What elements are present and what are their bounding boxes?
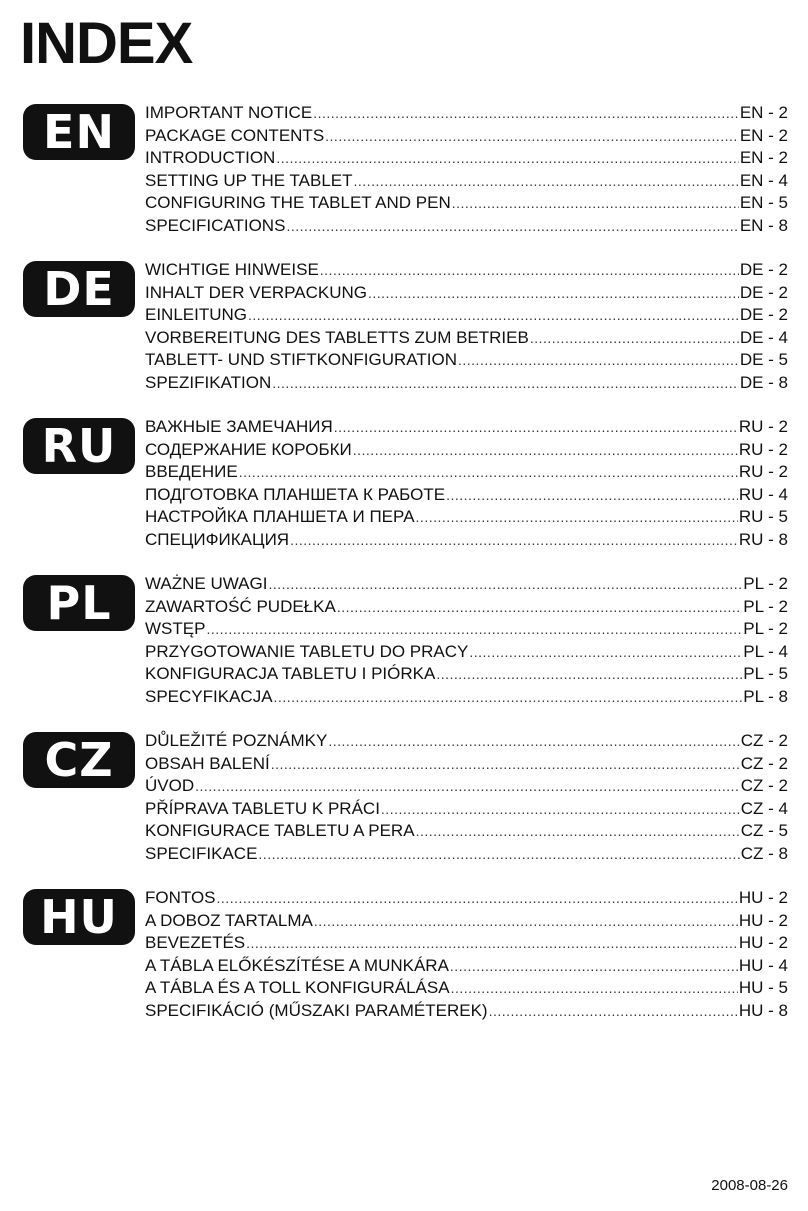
toc-list (145, 259, 788, 395)
dot-leader (274, 686, 743, 709)
toc-entry-page: EN - 2 (739, 125, 788, 145)
dot-leader (489, 1000, 738, 1023)
toc-entry[interactable] (145, 506, 788, 529)
toc-entry-label: EINLEITUNG (145, 305, 248, 325)
dot-leader (452, 192, 739, 215)
language-badge: RU (23, 418, 135, 474)
dot-leader (446, 484, 738, 507)
toc-entry-label: WAŻNE UWAGI (145, 574, 268, 593)
toc-entry-page: DE - 2 (739, 282, 788, 302)
toc-entry-label: СПЕЦИФИКАЦИЯ (145, 529, 290, 549)
toc-entry-page: PL - 2 (743, 574, 788, 593)
toc-entry-page: RU - 5 (738, 507, 788, 527)
dot-leader (239, 461, 738, 484)
toc-entry-page: CZ - 5 (740, 821, 788, 841)
toc-entry[interactable] (145, 573, 788, 596)
toc-entry-label: TABLETT- UND STIFTKONFIGURATION (145, 350, 457, 370)
dot-leader (313, 102, 739, 125)
toc-entry-page: EN - 2 (739, 103, 788, 122)
toc-entry[interactable] (145, 843, 788, 866)
dot-leader (416, 820, 740, 843)
toc-entry[interactable] (145, 820, 788, 843)
toc-entry-label: A TÁBLA ELŐKÉSZÍTÉSE A MUNKÁRA (145, 955, 449, 975)
dot-leader (354, 170, 739, 193)
toc-entry-page: HU - 5 (738, 978, 788, 998)
toc-entry-label: ВАЖНЫЕ ЗАМЕЧАНИЯ (145, 417, 333, 436)
toc-entry[interactable] (145, 529, 788, 552)
toc-entry[interactable] (145, 416, 788, 439)
language-badge: PL (23, 575, 135, 631)
dot-leader (353, 439, 738, 462)
toc-entry-page: HU - 8 (738, 1000, 788, 1020)
toc-entry-label: KONFIGURACJA TABLETU I PIÓRKA (145, 664, 436, 684)
toc-entry-label: SPECYFIKACJA (145, 686, 273, 706)
toc-entry[interactable] (145, 977, 788, 1000)
toc-entry-label: A DOBOZ TARTALMA (145, 910, 313, 930)
toc-entry[interactable] (145, 618, 788, 641)
dot-leader (325, 125, 739, 148)
toc-entry[interactable] (145, 1000, 788, 1023)
dot-leader (246, 932, 738, 955)
toc-entry[interactable] (145, 596, 788, 619)
toc-entry-page: DE - 8 (739, 372, 788, 392)
toc-entry-label: KONFIGURACE TABLETU A PERA (145, 821, 415, 841)
toc-entry-label: ÚVOD (145, 776, 195, 796)
toc-entry-label: SPECIFICATIONS (145, 215, 286, 235)
toc-entry[interactable] (145, 439, 788, 462)
toc-entry-page: DE - 5 (739, 350, 788, 370)
toc-list (145, 730, 788, 866)
toc-entry-page: EN - 4 (739, 170, 788, 190)
toc-entry[interactable] (145, 641, 788, 664)
toc-entry-label: WICHTIGE HINWEISE (145, 260, 319, 279)
toc-entry-label: SPEZIFIKATION (145, 372, 272, 392)
toc-entry[interactable] (145, 910, 788, 933)
toc-entry-label: A TÁBLA ÉS A TOLL KONFIGURÁLÁSA (145, 978, 450, 998)
toc-entry-label: INHALT DER VERPACKUNG (145, 282, 367, 302)
toc-entry-label: OBSAH BALENÍ (145, 753, 270, 773)
toc-entry-page: RU - 8 (738, 529, 788, 549)
toc-entry-page: CZ - 2 (740, 753, 788, 773)
dot-leader (450, 955, 738, 978)
document-date: 2008-08-26 (711, 1177, 788, 1194)
toc-entry[interactable] (145, 125, 788, 148)
dot-leader (337, 596, 742, 619)
toc-entry-label: CONFIGURING THE TABLET AND PEN (145, 193, 451, 213)
toc-list (145, 102, 788, 238)
toc-entry-page: HU - 4 (738, 955, 788, 975)
toc-entry-page: RU - 4 (738, 484, 788, 504)
toc-entry-label: ВВЕДЕНИЕ (145, 462, 238, 482)
toc-entry[interactable] (145, 798, 788, 821)
dot-leader (272, 372, 739, 395)
dot-leader (268, 573, 742, 596)
toc-entry-page: HU - 2 (738, 910, 788, 930)
dot-leader (436, 663, 742, 686)
dot-leader (286, 215, 738, 238)
dot-leader (368, 282, 739, 305)
toc-entry-label: WSTĘP (145, 619, 206, 639)
dot-leader (320, 259, 739, 282)
page-title: INDEX (20, 11, 193, 76)
toc-entry[interactable] (145, 730, 788, 753)
toc-entry-label: ZAWARTOŚĆ PUDEŁKA (145, 596, 336, 616)
toc-entry-label: ПОДГОТОВКА ПЛАНШЕТА К РАБОТЕ (145, 484, 446, 504)
dot-leader (290, 529, 738, 552)
toc-entry-page: DE - 2 (739, 305, 788, 325)
toc-entry-page: RU - 2 (738, 417, 788, 436)
toc-entry-label: IMPORTANT NOTICE (145, 103, 313, 122)
toc-entry[interactable] (145, 147, 788, 170)
language-badge: EN (23, 104, 135, 160)
toc-list (145, 573, 788, 709)
toc-entry-page: DE - 4 (739, 327, 788, 347)
toc-entry[interactable] (145, 349, 788, 372)
toc-entry-page: CZ - 2 (740, 731, 788, 750)
language-badge: CZ (23, 732, 135, 788)
toc-entry[interactable] (145, 955, 788, 978)
toc-entry-page: EN - 8 (739, 215, 788, 235)
toc-entry-page: HU - 2 (738, 933, 788, 953)
dot-leader (314, 910, 738, 933)
dot-leader (276, 147, 738, 170)
toc-entry-label: PRZYGOTOWANIE TABLETU DO PRACY (145, 641, 469, 661)
dot-leader (206, 618, 742, 641)
language-badge: DE (23, 261, 135, 317)
toc-entry[interactable] (145, 102, 788, 125)
toc-entry-label: INTRODUCTION (145, 148, 276, 168)
toc-entry[interactable] (145, 327, 788, 350)
toc-entry-page: PL - 2 (743, 619, 788, 639)
toc-entry-label: НАСТРОЙКА ПЛАНШЕТА И ПЕРА (145, 507, 415, 527)
toc-entry[interactable] (145, 215, 788, 238)
dot-leader (217, 887, 738, 910)
dot-leader (271, 753, 740, 776)
language-badge: HU (23, 889, 135, 945)
toc-entry-label: DŮLEŽITÉ POZNÁMKY (145, 731, 328, 750)
toc-entry-page: RU - 2 (738, 439, 788, 459)
toc-entry[interactable] (145, 461, 788, 484)
toc-entry-page: PL - 2 (743, 596, 788, 616)
toc-list (145, 887, 788, 1023)
toc-entry[interactable] (145, 887, 788, 910)
toc-entry[interactable] (145, 775, 788, 798)
toc-entry-page: PL - 4 (743, 641, 788, 661)
toc-entry[interactable] (145, 259, 788, 282)
dot-leader (195, 775, 740, 798)
toc-entry-label: BEVEZETÉS (145, 933, 246, 953)
toc-entry-page: EN - 2 (739, 148, 788, 168)
dot-leader (258, 843, 739, 866)
toc-entry-page: HU - 2 (738, 888, 788, 907)
toc-entry[interactable] (145, 686, 788, 709)
toc-entry-page: EN - 5 (739, 193, 788, 213)
toc-entry-label: PACKAGE CONTENTS (145, 125, 325, 145)
dot-leader (328, 730, 739, 753)
toc-entry[interactable] (145, 192, 788, 215)
toc-entry[interactable] (145, 932, 788, 955)
toc-entry-label: SETTING UP THE TABLET (145, 170, 353, 190)
toc-entry[interactable] (145, 304, 788, 327)
dot-leader (530, 327, 739, 350)
toc-entry-label: PŘÍPRAVA TABLETU K PRÁCI (145, 798, 380, 818)
dot-leader (381, 798, 740, 821)
dot-leader (469, 641, 742, 664)
dot-leader (248, 304, 739, 327)
toc-entry-label: SPECIFIKÁCIÓ (MŰSZAKI PARAMÉTEREK) (145, 1000, 488, 1020)
toc-entry-label: SPECIFIKACE (145, 843, 258, 863)
dot-leader (451, 977, 738, 1000)
toc-entry-label: FONTOS (145, 888, 216, 907)
toc-entry-page: DE - 2 (739, 260, 788, 279)
dot-leader (458, 349, 739, 372)
toc-entry[interactable] (145, 282, 788, 305)
toc-entry-label: VORBEREITUNG DES TABLETTS ZUM BETRIEB (145, 327, 529, 347)
toc-entry-page: CZ - 4 (740, 798, 788, 818)
toc-entry[interactable] (145, 372, 788, 395)
toc-entry[interactable] (145, 753, 788, 776)
toc-entry[interactable] (145, 170, 788, 193)
toc-entry-page: CZ - 2 (740, 776, 788, 796)
toc-entry-page: PL - 5 (743, 664, 788, 684)
toc-entry-page: PL - 8 (743, 686, 788, 706)
toc-entry[interactable] (145, 663, 788, 686)
toc-entry-page: CZ - 8 (740, 843, 788, 863)
toc-entry-page: RU - 2 (738, 462, 788, 482)
toc-list (145, 416, 788, 552)
dot-leader (416, 506, 738, 529)
toc-entry-label: СОДЕРЖАНИЕ КОРОБКИ (145, 439, 352, 459)
dot-leader (334, 416, 738, 439)
toc-entry[interactable] (145, 484, 788, 507)
